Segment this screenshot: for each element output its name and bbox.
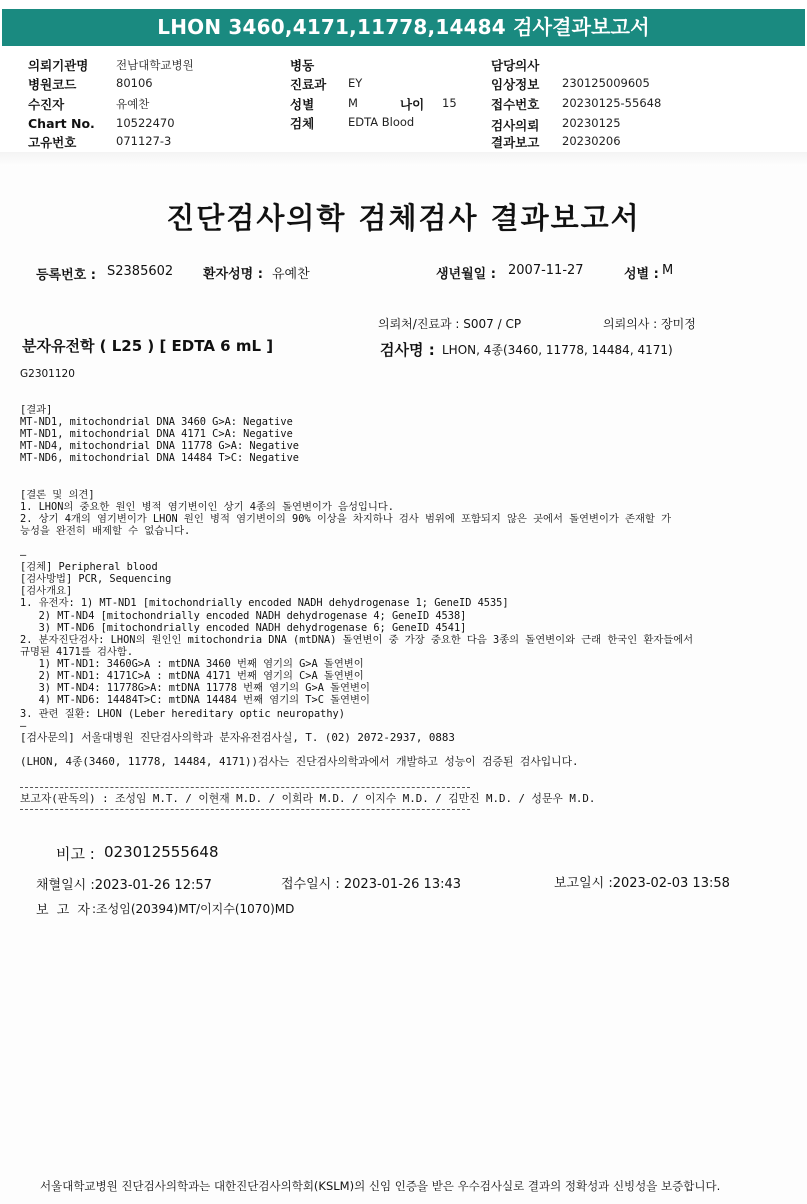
- conclusion-line: 1. LHON의 중요한 원인 병적 염기변이인 상기 4종의 돌연변이가 음성입니다.: [20, 501, 394, 514]
- overview-line: 1. 유전자: 1) MT-ND1 [mitochondrially encoded NADH dehydrogenase 1; GeneID 4535]: [20, 597, 509, 610]
- reporter-value: :조성임(20394)MT/이지수(1070)MD: [92, 902, 295, 916]
- reporters-line: 보고자(판독의) : 조성임 M.T. / 이현재 M.D. / 이희라 M.D. / 이지수 M.D. / 김만진 M.D. / 성문우 M.D.: [20, 792, 596, 805]
- overview-line: 1) MT-ND1: 3460G>A : mtDNA 3460 번째 염기의 G>A 돌연변이: [20, 657, 364, 670]
- patient-name-value: 유예찬: [272, 267, 310, 282]
- header-value: 10522470: [116, 116, 175, 130]
- certification-footer: 서울대학교병원 진단검사의학과는 대한진단검사의학회(KSLM)의 신임 인증을 받은 우수검사실로 결과의 정확성과 신빙성을 보증합니다.: [40, 1179, 721, 1193]
- header-label: 결과보고: [491, 135, 540, 150]
- header-label: 접수번호: [491, 97, 540, 112]
- sample-id: G2301120: [20, 368, 75, 380]
- overview-line: 3) MT-ND6 [mitochondrially encoded NADH dehydrogenase 6; GeneID 4541]: [20, 621, 467, 634]
- header-label: 담당의사: [491, 58, 540, 73]
- reporter-label: 보 고 자: [36, 903, 92, 918]
- inquiry-line: [검사문의] 서울대병원 진단검사의학과 분자유전검사실, T. (02) 2072-2937, 0883: [20, 731, 455, 744]
- dashed-rule: [20, 787, 470, 788]
- sex-value: M: [662, 263, 674, 278]
- header-value: EY: [348, 76, 363, 90]
- report-title: 진단검사의학 검체검사 결과보고서: [166, 201, 641, 235]
- header-value: 20230125-55648: [562, 96, 662, 110]
- overview-line: 3) MT-ND4: 11778G>A: mtDNA 11778 번째 염기의 G>A 돌연변이: [20, 682, 370, 695]
- conclusion-line: 능성을 완전히 배제할 수 없습니다.: [20, 525, 191, 538]
- patient-name-label: 환자성명 :: [203, 267, 263, 282]
- header-label: 임상정보: [491, 77, 540, 92]
- doctor-info: 의뢰의사 : 장미정: [603, 317, 696, 331]
- overview-heading: [검사개요]: [20, 585, 73, 598]
- header-value: EDTA Blood: [348, 115, 415, 129]
- reg-label: 등록번호 :: [36, 268, 96, 283]
- header-value: 80106: [116, 76, 153, 90]
- header-label: 고유번호: [28, 135, 77, 150]
- dept-info: 의뢰처/진료과 : S007 / CP: [378, 317, 522, 331]
- header-value: 20230206: [562, 134, 621, 148]
- header-label: 수진자: [28, 97, 65, 112]
- dash-separator: —: [20, 720, 27, 732]
- test-name-value: LHON, 4종(3460, 11778, 14484, 4171): [442, 343, 673, 357]
- header-label: 검사의뢰: [491, 118, 540, 133]
- header-label: 성별: [290, 97, 315, 112]
- header-label: 병원코드: [28, 77, 77, 92]
- header-value: 20230125: [562, 116, 621, 130]
- remark-label: 비고 :: [56, 845, 95, 863]
- specimen-line: [검체] Peripheral blood: [20, 561, 158, 574]
- header-label: 진료과: [290, 77, 327, 92]
- age-value: 15: [442, 96, 457, 110]
- remark-value: 023012555648: [104, 843, 219, 861]
- overview-line: 2) MT-ND4 [mitochondrially encoded NADH dehydrogenase 4; GeneID 4538]: [20, 609, 467, 622]
- header-value: 유예찬: [116, 97, 150, 111]
- header-value: 전남대학교병원: [116, 58, 194, 72]
- overview-line: 규명된 4171를 검사함.: [20, 645, 134, 658]
- test-name-label: 검사명 :: [380, 341, 435, 359]
- header-label: 의뢰기관명: [28, 58, 89, 73]
- header-value: 230125009605: [562, 76, 650, 90]
- header-value: M: [348, 96, 358, 110]
- dash-separator: —: [20, 549, 27, 562]
- method-line: [검사방법] PCR, Sequencing: [20, 573, 172, 586]
- report-time: 보고일시 :2023-02-03 13:58: [554, 876, 730, 891]
- result-line: MT-ND4, mitochondrial DNA 11778 G>A: Negative: [20, 440, 299, 453]
- disease-line: 3. 관련 질환: LHON (Leber hereditary optic neuropathy): [20, 708, 345, 720]
- overview-line: 2. 분자진단검사: LHON의 원인인 mitochondria DNA (mtDNA) 돌연변이 중 가장 중요한 다음 3종의 돌연변이와 근래 한국인 환자들에서: [20, 633, 694, 646]
- conclusion-heading: [결론 및 의견]: [20, 489, 95, 502]
- dashed-rule: [20, 809, 470, 810]
- results-section: [20, 392, 299, 477]
- result-line: MT-ND1, mitochondrial DNA 3460 G>A: Negative: [20, 416, 293, 429]
- dob-value: 2007-11-27: [508, 263, 584, 278]
- results-heading: [결과]: [20, 404, 53, 417]
- header-label: Chart No.: [28, 116, 95, 131]
- overview-line: 4) MT-ND6: 14484T>C: mtDNA 14484 번째 염기의 T>C 돌연변이: [20, 694, 370, 707]
- collect-time: 채혈일시 :2023-01-26 12:57: [36, 878, 212, 893]
- methods-section: [20, 537, 693, 718]
- validation-note: (LHON, 4종(3460, 11778, 14484, 4171))검사는 진단검사의학과에서 개발하고 성능이 검증된 검사입니다.: [20, 755, 579, 768]
- window-title: LHON 3460,4171,11778,14484 검사결과보고서: [2, 9, 805, 46]
- receive-time: 접수일시 : 2023-01-26 13:43: [281, 877, 462, 892]
- header-value: 071127-3: [116, 134, 172, 148]
- overview-line: 2) MT-ND1: 4171C>A : mtDNA 4171 번째 염기의 C>A 돌연변이: [20, 670, 364, 683]
- sex-label: 성별 :: [624, 267, 659, 282]
- title-bar: [0, 0, 807, 48]
- conclusion-line: 2. 상기 4개의 염기변이가 LHON 원인 병적 염기변이의 90% 이상을 차지하나 검사 범위에 포함되지 않은 곳에서 돌연변이가 존재할 가: [20, 513, 672, 526]
- header-label: 병동: [290, 58, 315, 73]
- reg-value: S2385602: [107, 264, 174, 279]
- dob-label: 생년월일 :: [436, 267, 496, 282]
- header-label: 검체: [290, 116, 315, 131]
- result-line: MT-ND6, mitochondrial DNA 14484 T>C: Negative: [20, 452, 299, 465]
- section-title: 분자유전학 ( L25 ) [ EDTA 6 mL ]: [22, 337, 274, 355]
- age-label: 나이: [400, 97, 425, 112]
- result-line: MT-ND1, mitochondrial DNA 4171 C>A: Negative: [20, 428, 293, 441]
